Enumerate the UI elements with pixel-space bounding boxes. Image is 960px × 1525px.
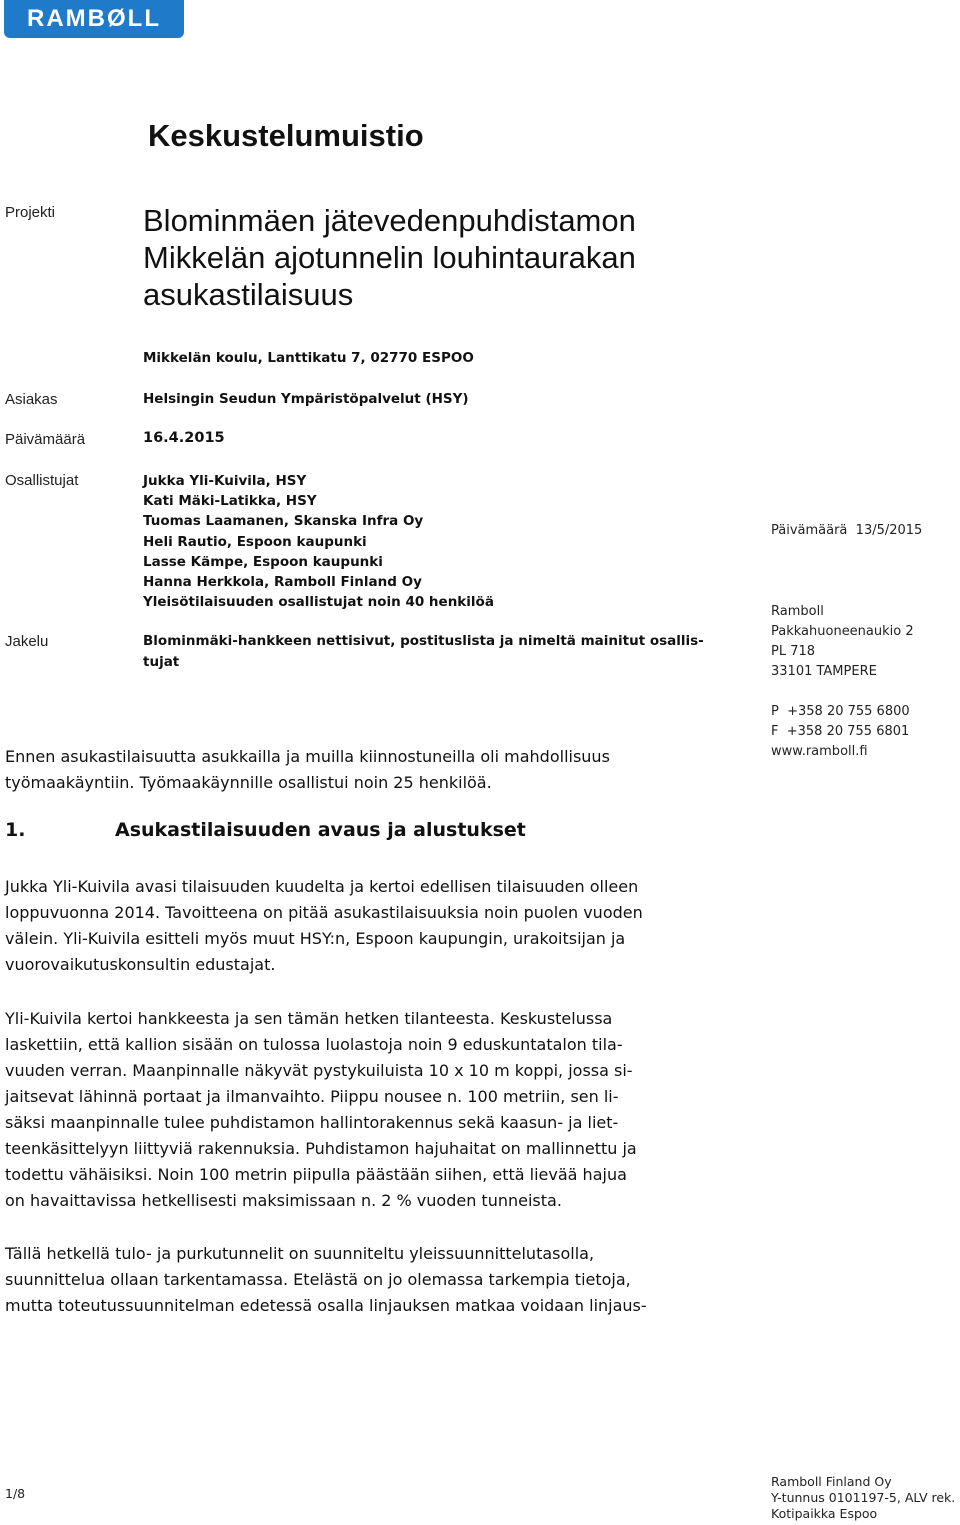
- text-line: Tällä hetkellä tulo- ja purkutunnelit on suunniteltu yleissuunnittelutasolla,: [5, 1244, 595, 1263]
- sidebar-phone: P +358 20 755 6800: [771, 704, 910, 719]
- section-heading: [5, 819, 526, 841]
- footer-company-info: [771, 1474, 955, 1522]
- meeting-date: 16.4.2015: [143, 430, 225, 446]
- text-line: välein. Yli-Kuivila esitteli myös muut HSY:n, Espoon kaupungin, urakoitsijan ja: [5, 929, 626, 948]
- text-line: suunnittelua ollaan tarkentamassa. Etelästä on jo olemassa tarkempia tietoja,: [5, 1270, 631, 1289]
- footer-domicile: Kotipaikka Espoo: [771, 1506, 878, 1521]
- sidebar-po-box: PL 718: [771, 644, 816, 659]
- sidebar-street: Pakkahuoneenaukio 2: [771, 624, 914, 639]
- participant: Hanna Herkkola, Ramboll Finland Oy: [143, 574, 422, 591]
- text-line: laskettiin, että kallion sisään on tulossa luolastoja noin 9 eduskuntatalon tila-: [5, 1035, 623, 1054]
- participant: Jukka Yli-Kuivila, HSY: [143, 473, 307, 489]
- text-line: loppuvuonna 2014. Tavoitteena on pitää asukastilaisuuksia noin puolen vuoden: [5, 903, 643, 922]
- logo-text: RAMBØLL: [27, 5, 161, 32]
- project-title: [143, 202, 763, 313]
- distribution-line: tujat: [143, 653, 180, 670]
- ramboll-logo: [4, 0, 184, 38]
- participant: Tuomas Laamanen, Skanska Infra Oy: [143, 513, 424, 530]
- intro-paragraph: [5, 744, 750, 796]
- footer-company: Ramboll Finland Oy: [771, 1474, 892, 1489]
- label-paivamaara: Päivämäärä: [5, 431, 86, 448]
- sidebar-city: 33101 TAMPERE: [771, 664, 877, 679]
- text-line: vuorovaikutuskonsultin edustajat.: [5, 955, 276, 974]
- text-line: vuuden verran. Maanpinnalle näkyvät pystykuiluista 10 x 10 m koppi, jossa si-: [5, 1061, 633, 1080]
- text-line: Ennen asukastilaisuutta asukkailla ja muilla kiinnostuneilla oli mahdollisuus: [5, 747, 610, 766]
- sidebar-address: [771, 602, 914, 682]
- text-line: todettu vähäisiksi. Noin 100 metrin piipulla päästään siihen, että lievää hajua: [5, 1165, 627, 1184]
- project-title-line: asukastilaisuus: [143, 277, 354, 312]
- participant: Lasse Kämpe, Espoon kaupunki: [143, 553, 383, 570]
- paragraph-3: [5, 1241, 750, 1319]
- paragraph-2: [5, 1006, 750, 1214]
- text-line: on havaittavissa hetkellisesti maksimissaan n. 2 % vuoden tunneista.: [5, 1191, 562, 1210]
- text-line: mutta toteutussuunnitelman edetessä osalla linjauksen matkaa voidaan linjaus-: [5, 1296, 647, 1315]
- project-title-line: Blominmäen jätevedenpuhdistamon: [143, 203, 636, 238]
- sidebar-web-link[interactable]: www.ramboll.fi: [771, 744, 868, 759]
- document-title: Keskustelumuistio: [148, 118, 424, 153]
- text-line: Jukka Yli-Kuivila avasi tilaisuuden kuudelta ja kertoi edellisen tilaisuuden olleen: [5, 877, 639, 896]
- sidebar-contact: [771, 702, 910, 762]
- page-number: 1/8: [5, 1486, 26, 1501]
- participant: Yleisötilaisuuden osallistujat noin 40 henkilöä: [143, 594, 494, 611]
- client-name: Helsingin Seudun Ympäristöpalvelut (HSY): [143, 391, 469, 407]
- label-jakelu: Jakelu: [5, 633, 49, 650]
- footer-business-id: Y-tunnus 0101197-5, ALV rek.: [771, 1490, 956, 1505]
- text-line: työmaakäyntiin. Työmaakäynnille osallistui noin 25 henkilöä.: [5, 773, 492, 792]
- participants-list: [143, 471, 494, 612]
- distribution: [143, 631, 743, 672]
- text-line: teenkäsittelyyn liittyviä rakennuksia. Puhdistamon hajuhaitat on mallinnettu ja: [5, 1139, 637, 1158]
- sidebar-company: Ramboll: [771, 604, 824, 619]
- text-line: jaitsevat lähinnä portaat ja ilmanvaihto. Piippu nousee n. 100 metriin, sen li-: [5, 1087, 619, 1106]
- section-title: Asukastilaisuuden avaus ja alustukset: [115, 819, 526, 841]
- label-osallistujat: Osallistujat: [5, 472, 79, 489]
- text-line: Yli-Kuivila kertoi hankkeesta ja sen tämän hetken tilanteesta. Keskustelussa: [5, 1009, 613, 1028]
- label-asiakas: Asiakas: [5, 391, 58, 408]
- sidebar-date-value: 13/5/2015: [855, 523, 923, 538]
- meeting-location: Mikkelän koulu, Lanttikatu 7, 02770 ESPOO: [143, 350, 474, 366]
- text-line: säksi maanpinnalle tulee puhdistamon hallintorakennus sekä kaasun- ja liet-: [5, 1113, 619, 1132]
- participant: Heli Rautio, Espoon kaupunki: [143, 533, 367, 550]
- label-projekti: Projekti: [5, 204, 56, 221]
- sidebar-fax: F +358 20 755 6801: [771, 724, 910, 739]
- project-title-line: Mikkelän ajotunnelin louhintaurakan: [143, 240, 636, 275]
- participant: Kati Mäki-Latikka, HSY: [143, 493, 317, 510]
- sidebar-date-label: Päivämäärä: [771, 523, 848, 538]
- sidebar-date: [771, 521, 922, 541]
- section-number: 1.: [5, 819, 26, 841]
- paragraph-1: [5, 874, 750, 978]
- distribution-line: Blominmäki-hankkeen nettisivut, postituslista ja nimeltä mainitut osallis-: [143, 633, 704, 649]
